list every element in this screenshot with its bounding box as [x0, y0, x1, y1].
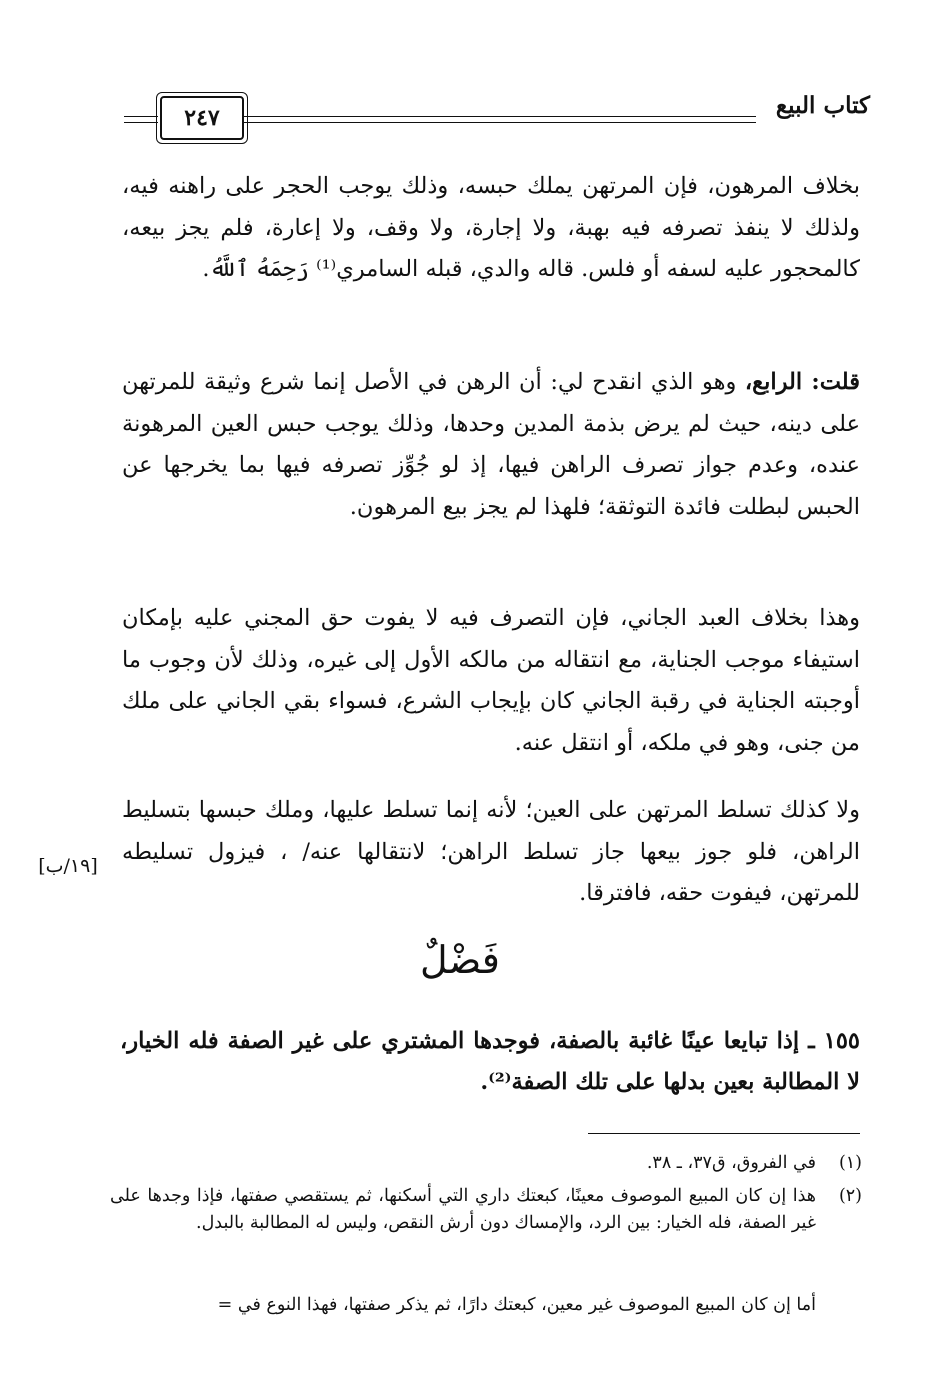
paragraph-4-text: ولا كذلك تسلط المرتهن على العين؛ لأنه إنما تسلط عليها، وملك حبسها بتسليط الراهن، فلو جوز بيعها جاز تسلط الراهن؛ لانتقالها عنه/ ، فيزول تسليطه للمرتهن، فيفوت حقه، فافترقا.	[122, 797, 860, 906]
footnote-2	[110, 1183, 862, 1237]
paragraph-4	[122, 790, 860, 915]
header-rule-right	[244, 116, 756, 117]
footnote-continuation	[100, 1292, 862, 1319]
manuscript-folio-marker: [١٩/ب]	[38, 855, 98, 877]
page-number-box	[160, 96, 244, 140]
footnote-1-number: (١)	[838, 1153, 862, 1173]
footnote-2-text: هذا إن كان المبيع الموصوف معينًا، كبعتك داري التي أسكنها، ثم يستقصي صفتها، فإذا وجدها على غير الصفة، فله الخيار: بين الرد، والإمساك دون أرش النقص، وليس له المطالبة بالبدل.	[110, 1186, 816, 1233]
footnote-separator	[588, 1133, 860, 1134]
footnote-continuation-text: أما إن كان المبيع الموصوف غير معين، كبعتك دارًا، ثم يذكر صفتها، فهذا النوع في =	[217, 1295, 816, 1315]
header-rule-left	[124, 116, 158, 117]
footnote-2-number: (٢)	[838, 1186, 862, 1206]
footnote-1	[110, 1150, 862, 1177]
paragraph-1	[122, 166, 860, 291]
rule-155: ١٥٥ ـ إذا تبايعا عينًا غائبة بالصفة، فوجدها المشتري على غير الصفة فله الخيار، لا المطالبة بعين بدلها على تلك الصفة⁽²⁾.	[120, 1028, 860, 1095]
paragraph-3	[122, 598, 860, 764]
paragraph-2-text: وهو الذي انقدح لي: أن الرهن في الأصل إنما شرع وثيقة للمرتهن على دينه، حيث لم يرض بذمة المدين وحدها، وذلك يوجب حبس العين المرهونة عنده، وعدم جواز تصرف الراهن فيها، إذ لو جُوِّز تصرفه فيها بما يخرجها عن الحبس لبطلت فائدة التوثقة؛ فلهذا لم يجز بيع المرهون.	[122, 369, 860, 520]
header-rule-right-2	[244, 122, 756, 123]
footnote-1-text: في الفروق، ق٣٧، ـ ٣٨.	[646, 1153, 816, 1173]
page-number: ٢٤٧	[184, 105, 220, 131]
running-header-title: كتاب البيع	[775, 92, 870, 119]
paragraph-3-text: وهذا بخلاف العبد الجاني، فإن التصرف فيه لا يفوت حق المجني عليه بإمكان استيفاء موجب الجناية، مع انتقاله من مالكه الأول إلى غيره، وذلك لأن وجوب ما أوجبته الجناية في رقبة الجاني كان بإيجاب الشرع، فسواء بقي الجاني على ملك من جنى، وهو في ملكه، أو انتقل عنه.	[122, 605, 860, 756]
section-heading: فَضْلٌ	[420, 938, 500, 982]
header-rule-left-2	[124, 122, 158, 123]
paragraph-2-lead: قلت: الرابع،	[744, 369, 860, 395]
paragraph-2	[122, 362, 860, 528]
paragraph-1-text: بخلاف المرهون، فإن المرتهن يملك حبسه، وذلك يوجب الحجر على راهنه فيه، ولذلك لا ينفذ تصرفه فيه بهبة، ولا إجارة، ولا وقف، ولا إعارة، فلم يجز بيعه، كالمحجور عليه لسفه أو فلس. قاله والدي، قبله السامري⁽¹⁾ رَحِمَهُ ٱللَّهُ.	[122, 173, 860, 282]
